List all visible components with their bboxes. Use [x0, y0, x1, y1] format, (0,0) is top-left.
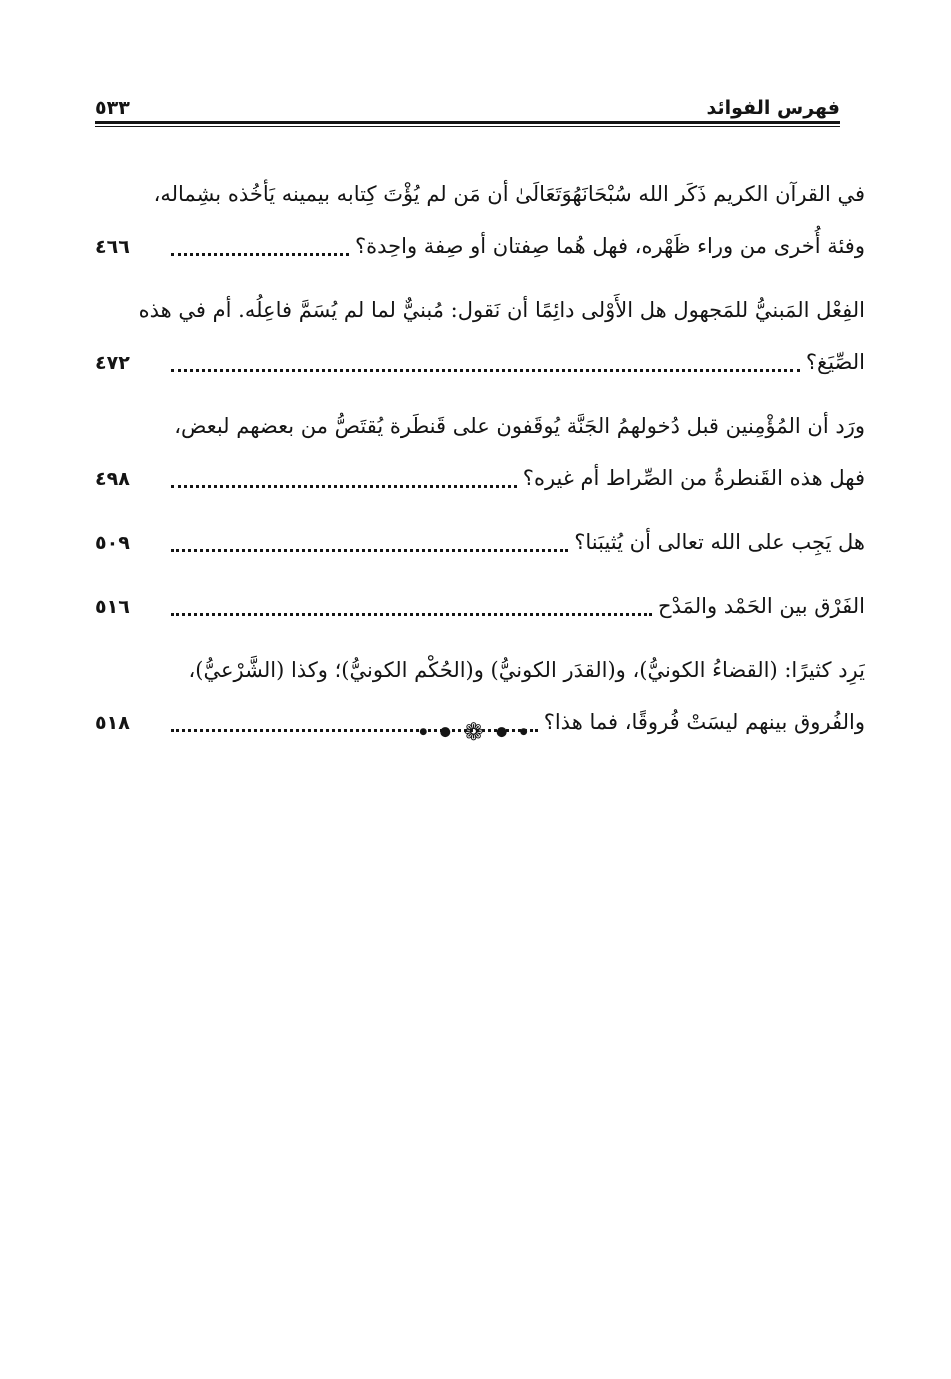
entry-line: الفِعْل المَبنيُّ للمَجهول هل الأَوْلى دائِمًا أن نَقول: مُبنيٌّ لما لم يُسَمَّ فاعِلُه. أم في هذه — [138, 298, 865, 322]
leader-dots — [171, 485, 517, 488]
index-entry — [95, 168, 865, 272]
dot-ornament-icon: ● — [419, 727, 432, 737]
entry-page-number: ٤٩٨ — [95, 468, 130, 490]
entry-page-number: ٥١٦ — [95, 596, 130, 618]
page-number: ٥٣٣ — [95, 97, 130, 119]
entry-page-number: ٥٠٩ — [95, 532, 130, 554]
entry-page-number: ٤٧٢ — [95, 352, 130, 374]
index-entry — [95, 400, 865, 504]
flower-ornament-icon: ❁ — [463, 718, 488, 746]
dot-ornament-icon: ● — [519, 727, 532, 737]
index-entries — [95, 168, 865, 760]
dot-ornament-icon: ● — [496, 724, 512, 740]
entry-line: فهل هذه القَنطرةُ من الصِّراط أم غيره؟ — [522, 466, 865, 490]
entry-page-number: ٥١٨ — [95, 712, 130, 734]
entry-line: ورَد أن المُؤْمِنين قبل دُخولهمُ الجَنَّة يُوقَفون على قَنطَرة يُقتَصُّ من بعضهم لبعض، — [174, 414, 865, 438]
entry-line: وفئة أُخرى من وراء ظَهْره، فهل هُما صِفتان أو صِفة واحِدة؟ — [354, 234, 865, 258]
entry-page-number: ٤٦٦ — [95, 236, 130, 258]
end-ornament — [0, 718, 951, 746]
index-entry — [95, 284, 865, 388]
leader-dots — [171, 613, 652, 616]
entry-line: في القرآن الكريم ذَكَر الله سُبْحَانَهُوَتَعَالَىٰ أن مَن لم يُؤْتَ كِتابه بيمينه يَأخُذه بشِماله، — [153, 182, 865, 206]
leader-dots — [171, 549, 568, 552]
leader-dots — [171, 253, 349, 256]
header-rule-thick — [95, 121, 840, 124]
entry-line: يَرِد كثيرًا: (القضاءُ الكونيُّ)، و(القدَر الكونيُّ) و(الحُكْم الكونيُّ)؛ وكذا (الشَّرْعيُّ)، — [188, 658, 865, 682]
entry-line: هل يَجِب على الله تعالى أن يُثيبَنا؟ — [574, 530, 865, 554]
header-rule-thin — [95, 126, 840, 127]
entry-line: الفَرْق بين الحَمْد والمَدْح — [658, 594, 865, 618]
entry-line: الصِّيَغ؟ — [805, 350, 865, 374]
index-entry — [95, 580, 865, 632]
running-title: فهرس الفوائد — [706, 97, 840, 119]
entry-line: والفُروق بينهم ليسَتْ فُروقًا، فما هذا؟ — [543, 710, 865, 734]
dot-ornament-icon: ● — [439, 724, 455, 740]
leader-dots — [171, 369, 800, 372]
index-entry — [95, 516, 865, 568]
